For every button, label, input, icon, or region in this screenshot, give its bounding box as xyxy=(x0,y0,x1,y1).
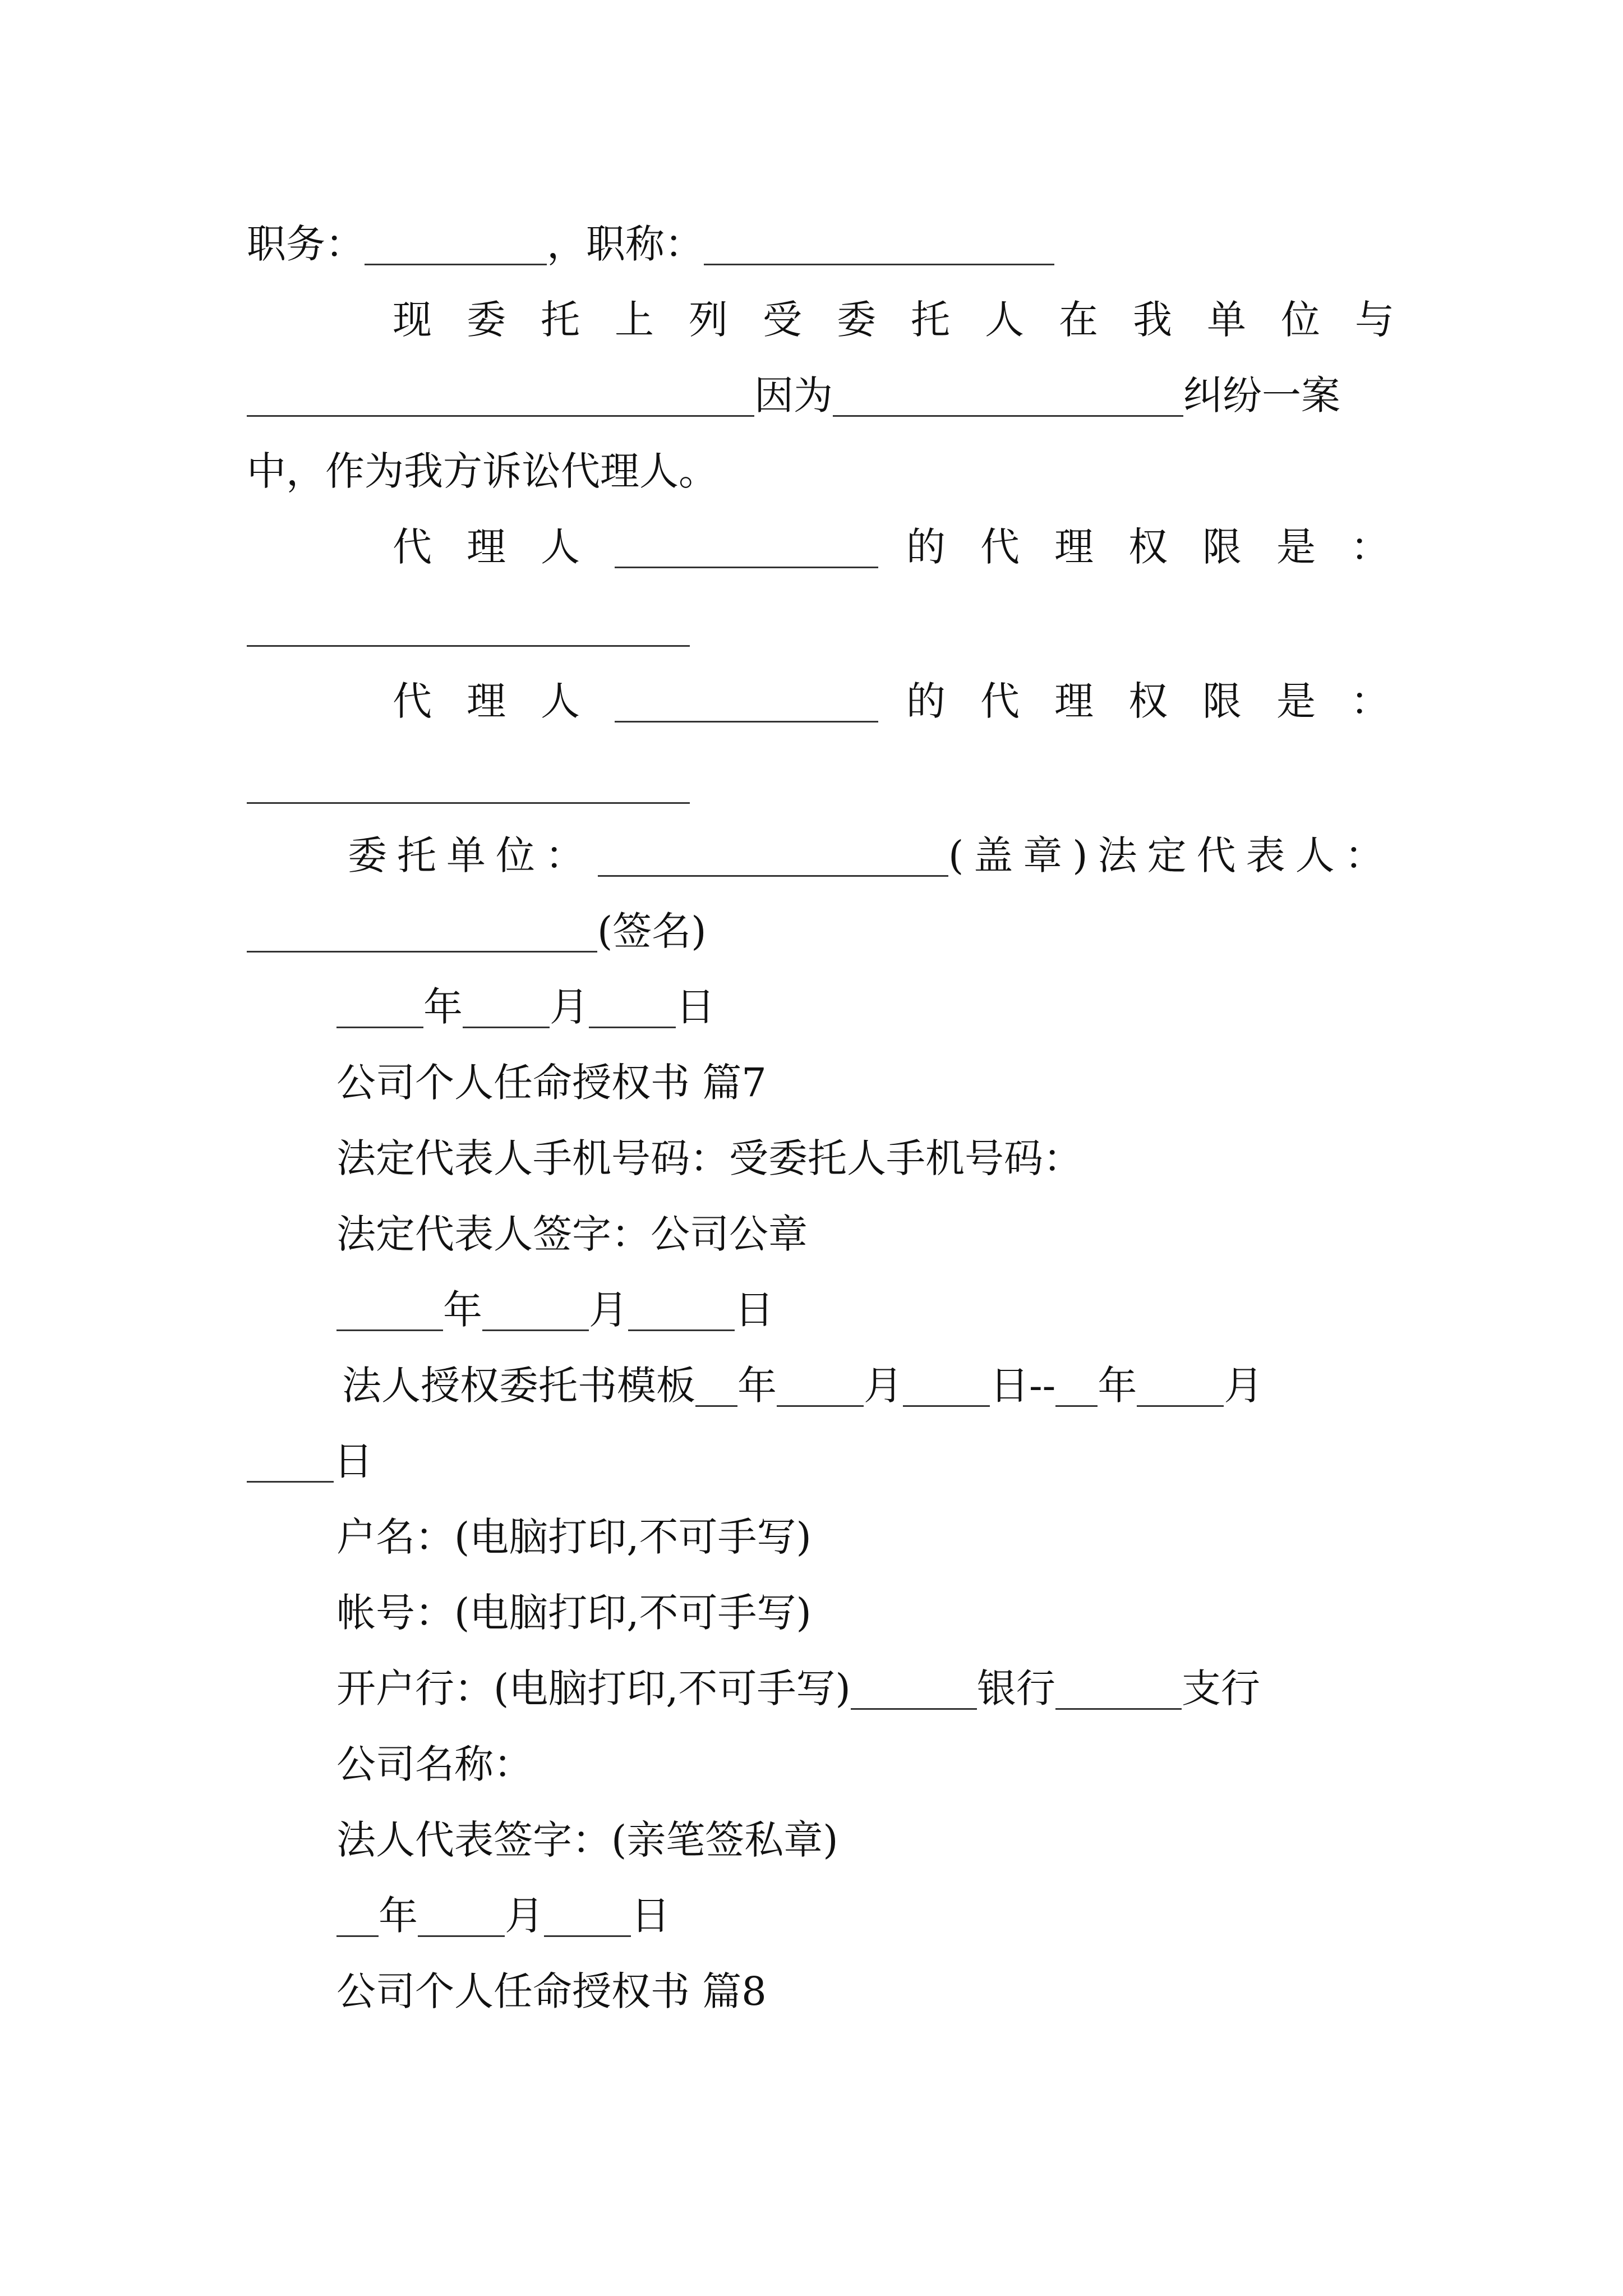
line-date-3 xyxy=(336,1888,670,1944)
label-agent: 代理人 xyxy=(393,524,615,570)
bank-label: 开户行：(电脑打印,不可手写) xyxy=(336,1665,851,1711)
label-branch: 支行 xyxy=(1181,1665,1260,1711)
line-account-number xyxy=(336,1585,811,1641)
blank-party xyxy=(247,361,754,417)
heading-text: 公司个人任命授权书 篇7 xyxy=(336,1060,767,1106)
label-year: 年 xyxy=(423,984,463,1030)
line-date-2 xyxy=(336,1282,774,1338)
blank-month xyxy=(418,1881,505,1937)
blank-position xyxy=(365,209,547,265)
blank-branch xyxy=(1055,1654,1182,1710)
label-signature: (签名) xyxy=(597,908,707,954)
blank-month-1 xyxy=(777,1351,864,1407)
label-day: 日 xyxy=(631,1893,670,1939)
label-month: 月 xyxy=(505,1893,544,1939)
section-heading-7 xyxy=(336,1055,767,1111)
label-year-2: 年 xyxy=(1098,1363,1137,1409)
label-authority: 的代理权限是： xyxy=(906,678,1424,724)
blank-year xyxy=(336,972,423,1028)
company-name-text: 公司名称： xyxy=(336,1741,533,1787)
blank-agent-name-1 xyxy=(615,512,878,568)
line-phone-numbers xyxy=(336,1130,1082,1186)
label-month: 月 xyxy=(550,984,589,1030)
blank-authority-2 xyxy=(247,802,690,804)
blank-year xyxy=(336,1275,443,1331)
line-agent-authority-1 xyxy=(393,519,1424,575)
line-entrust-intro xyxy=(393,292,1429,348)
blank-dispute xyxy=(833,361,1183,417)
line-bank-branch xyxy=(336,1660,1260,1717)
label-bank: 银行 xyxy=(976,1665,1055,1711)
line-agent-authority-2 xyxy=(393,673,1424,729)
account-name-text: 户名：(电脑打印,不可手写) xyxy=(336,1514,811,1560)
line-template-day xyxy=(247,1433,373,1489)
blank-entrusting-unit xyxy=(598,821,948,877)
line-as-agent xyxy=(247,443,718,499)
line-account-name xyxy=(336,1509,811,1565)
label-day-2: 日 xyxy=(334,1438,373,1484)
label-position: 职务： xyxy=(247,221,365,267)
heading-text: 公司个人任命授权书 篇8 xyxy=(336,1968,767,2014)
blank-day xyxy=(544,1881,631,1937)
account-number-text: 帐号：(电脑打印,不可手写) xyxy=(336,1590,811,1636)
blank-day-2 xyxy=(247,1427,334,1483)
label-year: 年 xyxy=(379,1893,418,1939)
label-month-1: 月 xyxy=(864,1363,903,1409)
blank-bank xyxy=(851,1654,977,1710)
entrust-intro-text: 现委托上列受委托人在我单位与 xyxy=(393,297,1429,343)
label-agent: 代理人 xyxy=(393,678,615,724)
blank-title xyxy=(704,209,1054,265)
section-heading-8 xyxy=(336,1963,767,2019)
label-day: 日 xyxy=(676,984,715,1030)
signature-seal-text: 法定代表人签字：公司公章 xyxy=(336,1211,808,1257)
blank-year-2 xyxy=(1055,1351,1098,1407)
line-template-period xyxy=(342,1358,1263,1414)
blank-agent-name-2 xyxy=(615,666,878,723)
label-month: 月 xyxy=(589,1287,628,1333)
label-because: 因为 xyxy=(754,372,833,418)
line-date-1 xyxy=(336,979,715,1035)
blank-year-1 xyxy=(695,1351,737,1407)
blank-month-2 xyxy=(1137,1351,1224,1407)
blank-month xyxy=(482,1275,589,1331)
label-template: 法人授权委托书模板 xyxy=(342,1363,695,1409)
blank-authority-1 xyxy=(247,645,690,647)
label-title: ，职称： xyxy=(547,221,704,267)
label-seal-legal-rep: (盖章)法定代表人： xyxy=(948,832,1394,878)
blank-year xyxy=(336,1881,379,1937)
label-day-1: 日-- xyxy=(990,1363,1056,1409)
line-case-reason xyxy=(247,367,1340,424)
line-entrusting-unit xyxy=(348,827,1394,884)
label-entrusting-unit: 委托单位： xyxy=(348,832,594,878)
blank-month xyxy=(463,972,550,1028)
line-company-name xyxy=(336,1736,533,1792)
phone-numbers-text: 法定代表人手机号码：受委托人手机号码： xyxy=(336,1135,1082,1181)
line-signature-seal xyxy=(336,1206,808,1262)
blank-day-1 xyxy=(903,1351,990,1407)
blank-signature xyxy=(247,896,597,953)
line-signature xyxy=(247,903,707,959)
blank-day xyxy=(628,1275,735,1331)
label-dispute-case: 纠纷一案 xyxy=(1183,372,1340,418)
legal-rep-signature-text: 法人代表签字：(亲笔签私章) xyxy=(336,1817,838,1863)
as-agent-text: 中，作为我方诉讼代理人。 xyxy=(247,448,718,494)
line-legal-rep-signature xyxy=(336,1812,838,1868)
line-position-title xyxy=(247,216,1054,272)
label-authority: 的代理权限是： xyxy=(906,524,1424,570)
label-month-2: 月 xyxy=(1224,1363,1264,1409)
label-year: 年 xyxy=(443,1287,482,1333)
blank-day xyxy=(589,972,676,1028)
label-day: 日 xyxy=(735,1287,774,1333)
label-year-1: 年 xyxy=(737,1363,777,1409)
